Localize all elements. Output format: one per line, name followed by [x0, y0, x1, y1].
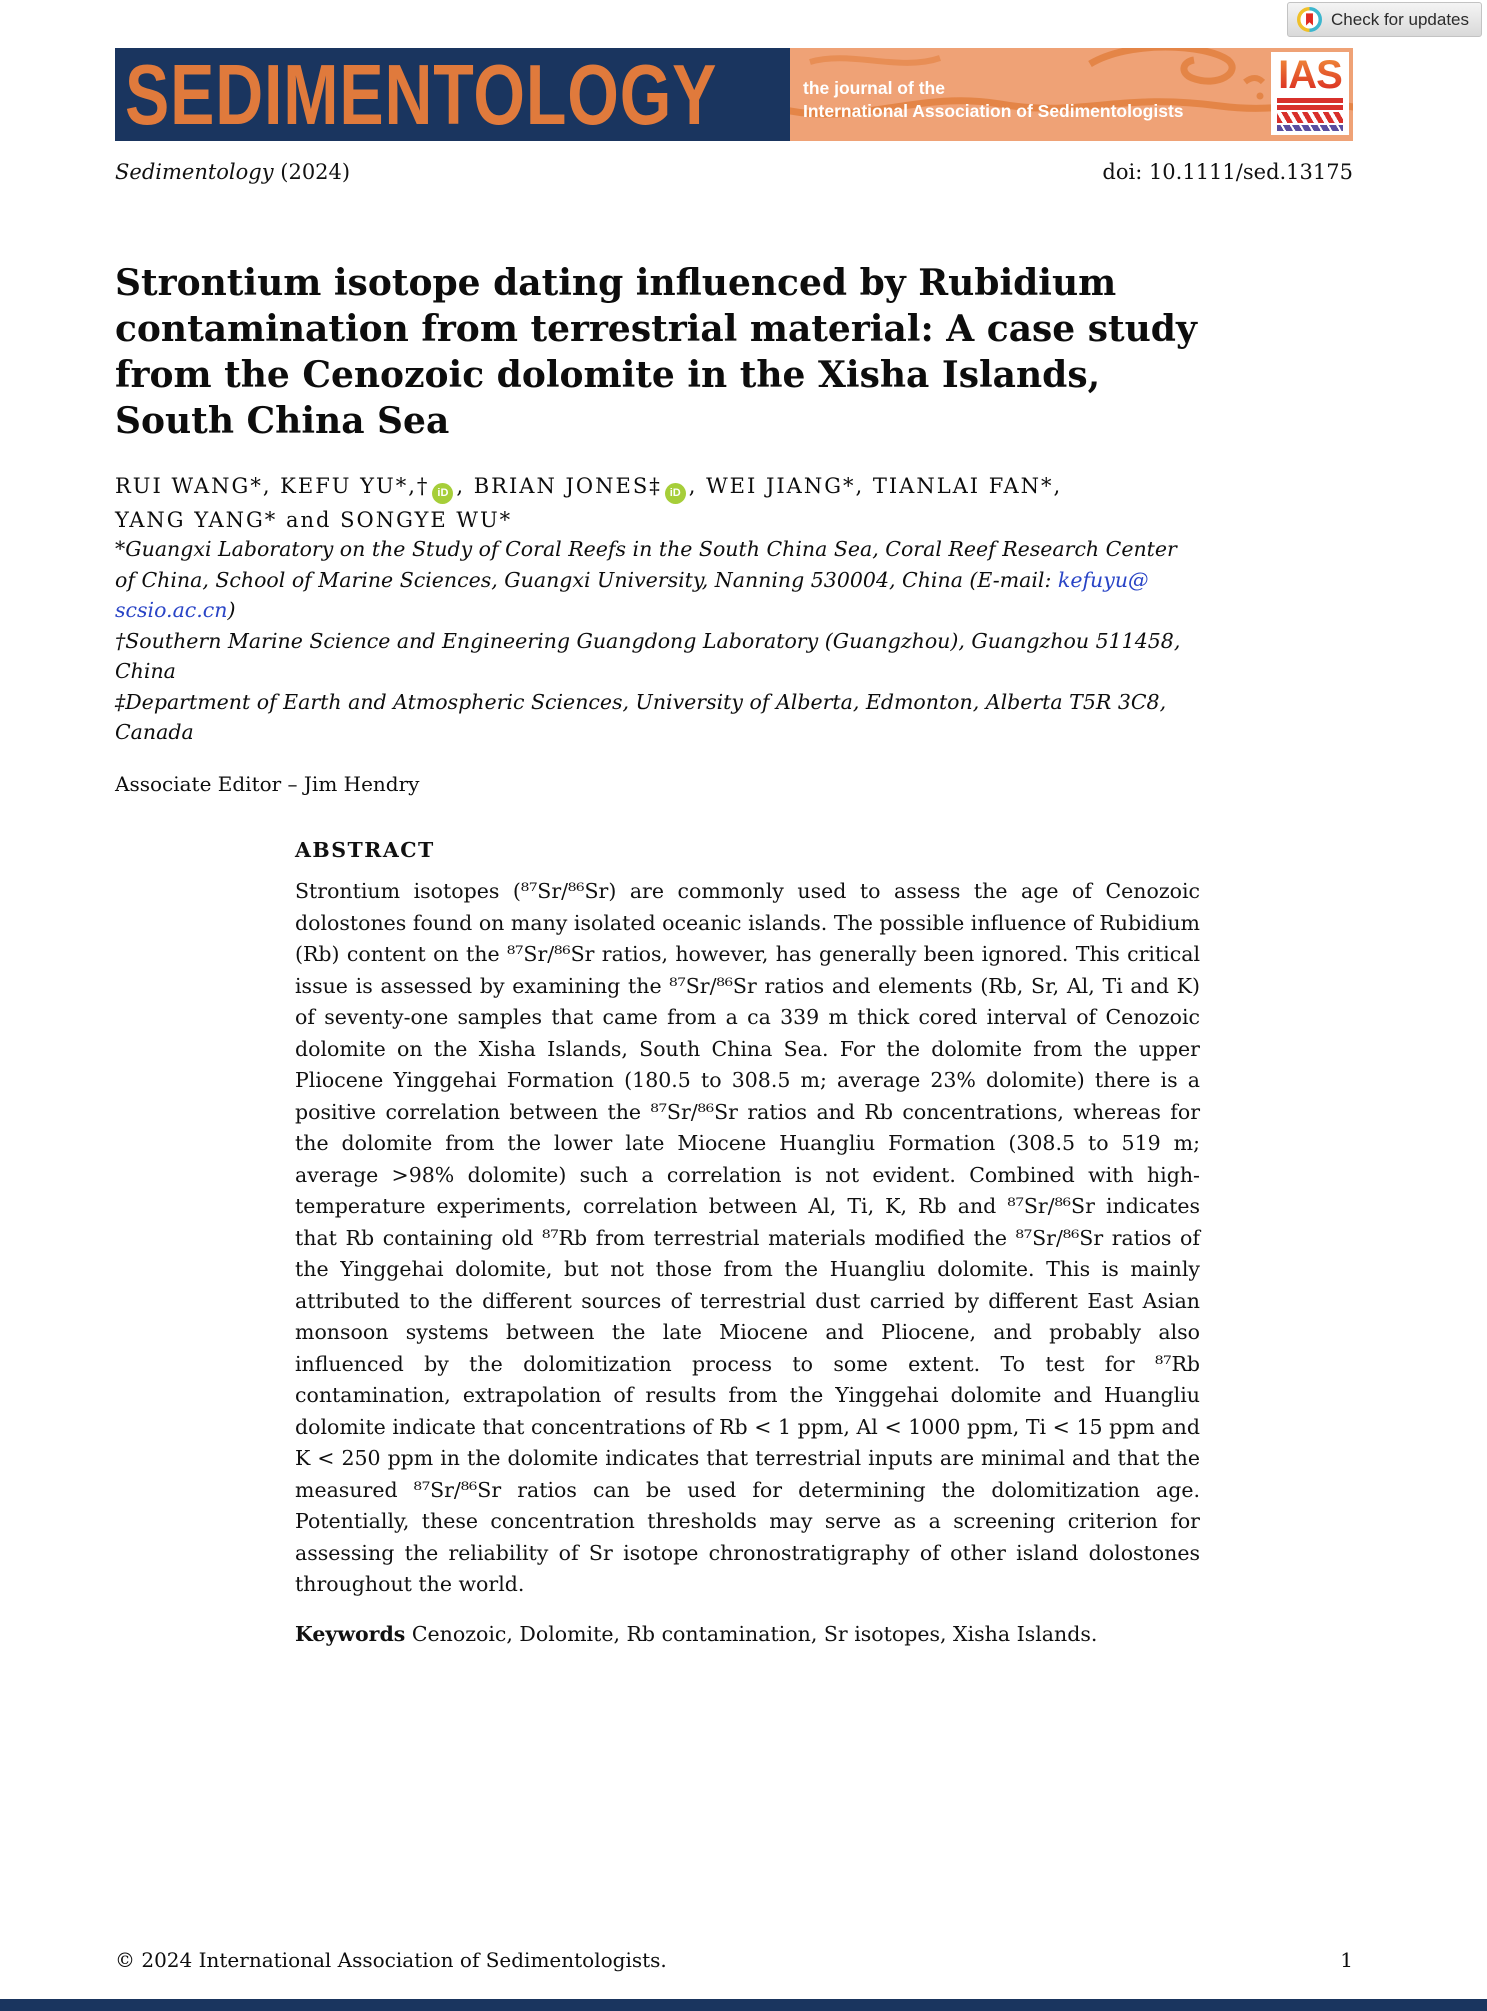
- affiliations: [115, 534, 1375, 748]
- ias-logo: [1271, 52, 1349, 135]
- affiliation-line: China: [115, 659, 176, 683]
- page-number: 1: [1340, 1948, 1353, 1972]
- tagline-line-2: International Association of Sedimentologists: [803, 101, 1184, 121]
- journal-year: (2024): [273, 160, 351, 184]
- affiliation-text: of China, School of Marine Sciences, Guangxi University, Nanning 530004, China (E-mail:: [115, 567, 1058, 592]
- keywords: [295, 1619, 1200, 1651]
- author-line-2: YANG YANG* and SONGYE WU*: [115, 508, 513, 532]
- journal-citation: [115, 160, 350, 184]
- associate-editor: Associate Editor – Jim Hendry: [115, 772, 420, 796]
- journal-logo-panel: [115, 48, 790, 141]
- affiliation-line: *Guangxi Laboratory on the Study of Coral Reefs in the South China Sea, Coral Reef Research Center: [115, 537, 1177, 561]
- email-link[interactable]: kefuyu@: [1057, 567, 1149, 592]
- author-names: , BRIAN JONES‡: [456, 474, 662, 498]
- author-list: [115, 470, 1375, 537]
- affiliation-line: ‡Department of Earth and Atmospheric Sciences, University of Alberta, Edmonton, Alberta T5R 3C8,: [115, 689, 1167, 714]
- page-footer: [115, 1948, 1353, 1972]
- doi-text: doi: 10.1111/sed.13175: [1102, 160, 1353, 184]
- affiliation-line: Canada: [115, 720, 194, 744]
- orcid-icon[interactable]: iD: [432, 483, 453, 504]
- affiliation-line: [115, 565, 1375, 596]
- page-bottom-bar: [0, 1999, 1487, 2011]
- ias-logo-hatch-bar: [1277, 112, 1343, 123]
- check-for-updates-button[interactable]: [1287, 2, 1482, 37]
- crossmark-icon: [1297, 7, 1322, 32]
- masthead-line: [115, 160, 1353, 184]
- title-line-3: from the Cenozoic dolomite in the Xisha Islands,: [115, 354, 1101, 396]
- abstract-text: Strontium isotopes (⁸⁷Sr/⁸⁶Sr) are commonly used to assess the age of Cenozoic dolostones found on many isolated oceanic islands. The possible influence of Rubidium (Rb) content on the ⁸⁷Sr/⁸⁶Sr ratios, however, has generally been ignored. This critical issue is assessed by examining the ⁸⁷Sr/⁸⁶Sr ratios and elements (Rb, Sr, Al, Ti and K) of seventy-one samples that came from a ca 339 m thick cored interval of Cenozoic dolomite on the Xisha Islands, South China Sea. For the dolomite from the upper Pliocene Yinggehai Formation (180.5 to 308.5 m; average 23% dolomite) there is a positive correlation between the ⁸⁷Sr/⁸⁶Sr ratios and Rb concentrations, whereas for the dolomite from the lower late Miocene Huangliu Formation (308.5 to 519 m; average >98% dolomite) such a correlation is not evident. Combined with high-temperature experiments, correlation between Al, Ti, K, Rb and ⁸⁷Sr/⁸⁶Sr indicates that Rb containing old ⁸⁷Rb from terrestrial materials modified the ⁸⁷Sr/⁸⁶Sr ratios of the Yinggehai dolomite, but not those from the Huangliu dolomite. This is mainly attributed to the different sources of terrestrial dust carried by different East Asian monsoon systems between the late Miocene and Pliocene, and probably also influenced by the dolomitization process to some extent. To test for ⁸⁷Rb contamination, extrapolation of results from the Yinggehai dolomite and Huangliu dolomite indicate that concentrations of Rb < 1 ppm, Al < 1000 ppm, Ti < 15 ppm and K < 250 ppm in the dolomite indicates that terrestrial inputs are minimal and that the measured ⁸⁷Sr/⁸⁶Sr ratios can be used for determining the dolomitization age. Potentially, these concentration thresholds may serve as a screening criterion for assessing the reliability of Sr isotope chronostratigraphy of other island dolostones throughout the world.: [295, 879, 1200, 1596]
- title-line-1: Strontium isotope dating influenced by Rubidium: [115, 262, 1117, 304]
- orcid-icon[interactable]: iD: [665, 483, 686, 504]
- journal-banner: [115, 48, 1353, 141]
- author-line-1: [115, 470, 1375, 504]
- journal-name: Sedimentology: [115, 160, 274, 184]
- ias-logo-purple-bar: [1277, 125, 1343, 131]
- affiliation-line: †Southern Marine Science and Engineering Guangdong Laboratory (Guangzhou), Guangzhou 511458,: [115, 628, 1181, 653]
- author-names: , WEI JIANG*, TIANLAI FAN*,: [688, 474, 1063, 498]
- abstract-heading: ABSTRACT: [295, 838, 435, 862]
- check-for-updates-label: Check for updates: [1331, 9, 1469, 29]
- affiliation-line: [115, 595, 1375, 626]
- ias-logo-bar: [1277, 105, 1343, 110]
- keywords-text: Cenozoic, Dolomite, Rb contamination, Sr isotopes, Xisha Islands.: [405, 1621, 1098, 1646]
- affiliation-text: ): [227, 598, 236, 622]
- journal-tagline: [803, 77, 1184, 123]
- tagline-line-1: the journal of the: [803, 78, 945, 98]
- title-line-4: South China Sea: [115, 400, 450, 442]
- copyright-text: © 2024 International Association of Sedimentologists.: [115, 1948, 667, 1972]
- email-link[interactable]: scsio.ac.cn: [115, 598, 228, 622]
- ias-logo-bar: [1277, 98, 1343, 103]
- abstract-section: [295, 838, 1200, 1650]
- ias-logo-text: IAS: [1278, 53, 1342, 97]
- journal-tagline-panel: [790, 48, 1353, 141]
- author-names: RUI WANG*, KEFU YU*,†: [115, 474, 430, 498]
- article-title: [115, 260, 1375, 444]
- keywords-label: Keywords: [295, 1621, 406, 1646]
- title-line-2: contamination from terrestrial material: A case study: [115, 308, 1197, 350]
- journal-logo-text: SEDIMENTOLOGY: [125, 48, 718, 141]
